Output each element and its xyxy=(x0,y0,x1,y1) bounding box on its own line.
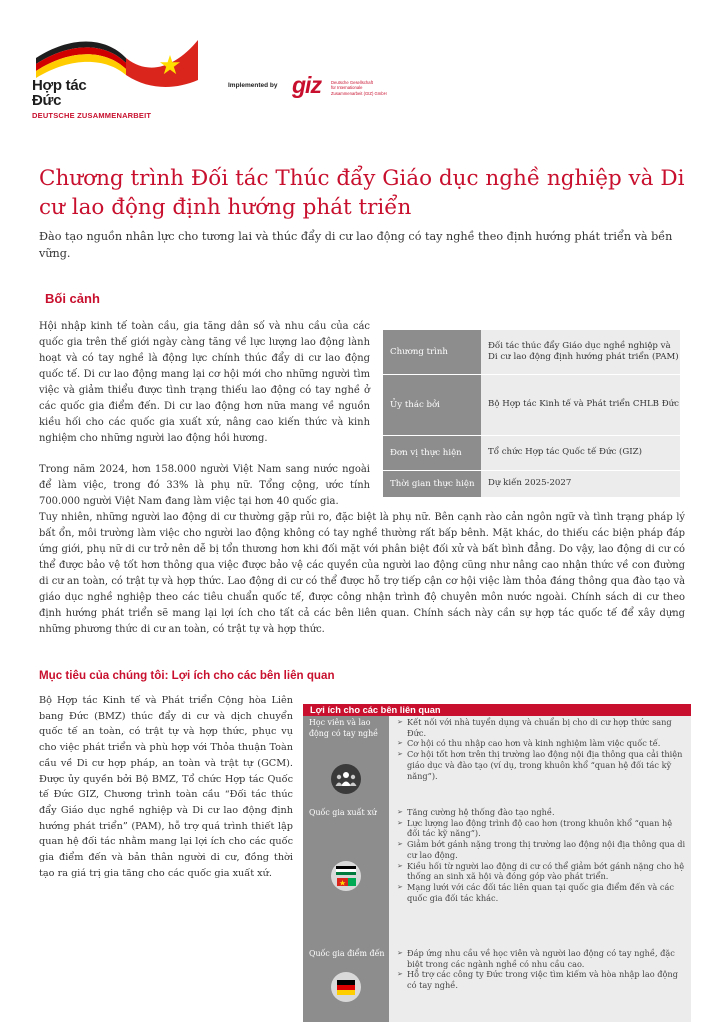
info-label: Đơn vị thực hiện xyxy=(383,436,481,470)
info-value: Bộ Hợp tác Kinh tế và Phát triển CHLB Đức xyxy=(488,399,679,410)
info-value: Dự kiến 2025-2027 xyxy=(488,478,572,489)
list-item: ➢ Lực lượng lao động trình độ cao hơn (trong khuôn khổ “quan hệ đối tác kỹ năng”). xyxy=(397,818,687,839)
group-label-trainees: Học viên và lao động có tay nghề xyxy=(309,718,379,738)
implemented-by-label: Implemented by xyxy=(228,82,278,89)
logo-line-3: DEUTSCHE ZUSAMMENARBEIT xyxy=(32,111,152,120)
list-item: ➢ Giảm bớt gánh nặng trong thị trường lao động nội địa thông qua di cư lao động. xyxy=(397,839,687,860)
group-label-destination: Quốc gia điểm đến xyxy=(309,949,385,958)
benefits-list-destination xyxy=(397,948,687,991)
list-item: ➢ Kết nối với nhà tuyển dụng và chuẩn bị cho di cư hợp thức sang Đức. xyxy=(397,717,687,738)
logo-line-2: Đức xyxy=(32,92,62,109)
page-subtitle: Đào tạo nguồn nhân lực cho tương lai và thúc đẩy di cư lao động có tay nghề theo định hướng phát triển và bền vững. xyxy=(39,230,673,260)
germany-flag-icon xyxy=(331,972,361,1002)
graduation-icon xyxy=(331,764,361,794)
context-paragraph-1: Hội nhập kinh tế toàn cầu, gia tăng dân số và nhu cầu của các quốc gia trên thế giới ngày càng tăng về lực lượng lao động lành hoạt và có tay nghề là động lực chính thúc đẩy di cư lao động quốc tế. Di cư lao động mang lại cơ hội mới cho những người tìm việc và giảm thiểu được tình trạng thiếu lao động có tay nghề ở các quốc gia điểm đến. Di cư lao động hơn nữa mang về nguồn kiều hối cho các quốc gia xuất xứ, nâng cao kiến thức và kinh nghiệm cho những người lao động hồi hương. xyxy=(39,321,370,444)
context-paragraph-3: Tuy nhiên, những người lao động di cư thường gặp rủi ro, đặc biệt là phụ nữ. Bên cạnh rào cản ngôn ngữ và tình trạng pháp lý bất ổn, môi trường làm việc cho người lao động không có tay nghề thường rất bấp bênh. Mặt khác, do thiếu các biện pháp đáp ứng giới, phụ nữ di cư trở nên dễ bị tổn thương hơn khi đối mặt với phân biệt đối xử và bất bình đẳng. Do vậy, lao động di cư có thể được bảo vệ tốt hơn thông qua việc được bảo vệ các quyền của người lao động cũng như nâng cao nhận thức về con đường di cư an toàn, có trật tự và hợp thức. Lao động di cư có thể được hỗ trợ tiếp cận cơ hội việc làm thỏa đáng thông qua đào tạo và giáo dục nghề nghiệp theo các tiêu chuẩn quốc tế, được công nhận trình độ chuyên môn nước ngoài. Chính sách di cư theo định hướng phát triển sẽ mang lại lợi ích cho tất cả các bên liên quan. Chính sách này cần sự hợp tác quốc tế để xây dựng những phương thức di cư an toàn, có trật tự và hợp thức. xyxy=(39,512,685,635)
list-item: ➢ Cơ hội tốt hơn trên thị trường lao động nội địa thông qua cải thiện giáo dục và đào tạo (ví dụ, trong khuôn khổ “quan hệ đối tác kỹ năng”). xyxy=(397,749,687,781)
list-item: ➢ Hỗ trợ các công ty Đức trong việc tìm kiếm và hòa nhập lao động có tay nghề. xyxy=(397,969,687,990)
hop-tac-duc-logo xyxy=(30,28,205,138)
goals-paragraph: Bộ Hợp tác Kinh tế và Phát triển Cộng hòa Liên bang Đức (BMZ) thúc đẩy di cư và dịch chuyển quốc tế an toàn, có trật tự và hợp thức, phục vụ cho việc phát triển và phù hợp với Thỏa thuận Toàn cầu về Di cư hợp pháp, an toàn và trật tự (GCM). Được ủy quyền bởi Bộ BMZ, Tổ chức Hợp tác Quốc tế Đức GIZ, Chương trình toàn cầu “Đối tác thúc đẩy Giáo dục nghề nghiệp và Di cư lao động định hướng phát triển” (PAM), hỗ trợ quá trình thiết lập quan hệ đối tác nhằm mang lại lợi ích cho các quốc gia điểm đến và bản thân người di cư, đồng thời tạo ra giá trị gia tăng cho các quốc gia xuất xứ. xyxy=(39,695,293,879)
info-value: Tổ chức Hợp tác Quốc tế Đức (GIZ) xyxy=(488,447,642,458)
giz-org-line: Zusammenarbeit (GIZ) GmbH xyxy=(331,90,387,96)
origin-flags-icon xyxy=(331,861,361,891)
list-item: ➢ Cơ hội có thu nhập cao hơn và kinh nghiệm làm việc quốc tế. xyxy=(397,738,687,749)
logo-line-1: Hợp tác xyxy=(32,77,87,94)
list-item: ➢ Tăng cường hệ thống đào tạo nghề. xyxy=(397,807,687,818)
benefits-list-trainees xyxy=(397,717,687,781)
benefits-list-origin xyxy=(397,807,687,903)
context-paragraph-2: Trong năm 2024, hơn 158.000 người Việt Nam sang nước ngoài để làm việc, trong đó 33% là phụ nữ. Tổng cộng, ước tính 700.000 người Việt Nam đang làm việc tại hơn 40 quốc gia. xyxy=(39,464,370,507)
program-info-box xyxy=(383,330,680,497)
giz-org-line: Deutsche Gesellschaft xyxy=(331,80,373,85)
info-row-program xyxy=(383,330,680,374)
info-row-commissioned xyxy=(383,375,680,435)
list-item: ➢ Đáp ứng nhu cầu về học viên và người lao động có tay nghề, đặc biệt trong các ngành nghề có nhu cầu cao. xyxy=(397,948,687,969)
info-value: Đối tác thúc đẩy Giáo dục nghề nghiệp và Di cư lao động định hướng phát triển (PAM) xyxy=(488,340,679,362)
context-heading: Bối cảnh xyxy=(45,291,100,306)
info-row-implementer xyxy=(383,436,680,470)
info-label: Chương trình xyxy=(383,330,481,374)
group-label-origin: Quốc gia xuất xứ xyxy=(309,808,377,817)
benefits-heading: Lợi ích cho các bên liên quan xyxy=(303,704,691,716)
benefits-box xyxy=(303,704,691,1022)
giz-org-line: für Internationale xyxy=(331,85,363,91)
page-title: Chương trình Đối tác Thúc đẩy Giáo dục nghề nghiệp và Di cư lao động định hướng phát triển xyxy=(39,166,685,220)
giz-org-name xyxy=(331,80,387,96)
info-label: Ủy thác bởi xyxy=(383,375,481,435)
info-row-duration xyxy=(383,471,680,497)
list-item: ➢ Kiều hối từ người lao động di cư có thể giảm bớt gánh nặng cho hệ thống an sinh xã hội và đóng góp vào phát triển. xyxy=(397,861,687,882)
goals-heading: Mục tiêu của chúng tôi: Lợi ích cho các bên liên quan xyxy=(39,669,335,682)
list-item: ➢ Mạng lưới với các đối tác liên quan tại quốc gia điểm đến và các quốc gia đối tác khác. xyxy=(397,882,687,903)
giz-logo: giz xyxy=(292,72,321,98)
info-label: Thời gian thực hiện xyxy=(383,471,481,497)
